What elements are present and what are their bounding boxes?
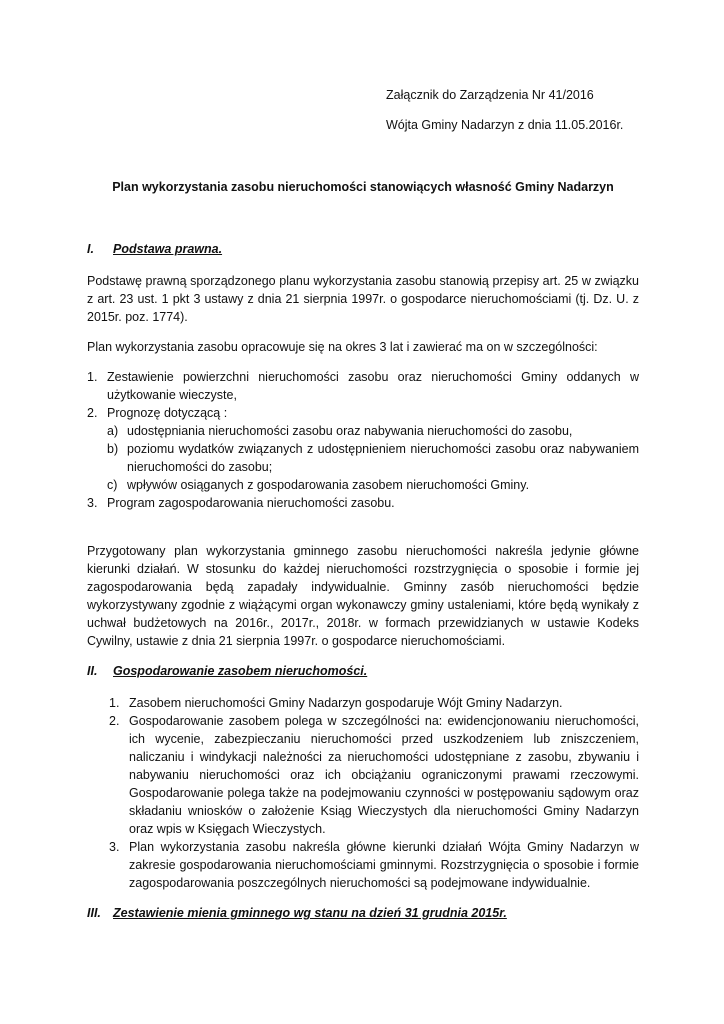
sub-list-text: wpływów osiąganych z gospodarowania zasobem nieruchomości Gminy. — [127, 478, 530, 492]
list-item — [109, 838, 639, 892]
list-marker: 3. — [87, 496, 98, 510]
list-text: Program zagospodarowania nieruchomości zasobu. — [107, 496, 395, 510]
sub-list-marker: b) — [107, 442, 119, 456]
section-1-heading — [87, 240, 639, 258]
section-3-title: Zestawienie mienia gminnego wg stanu na dzień 31 grudnia 2015r. — [113, 906, 507, 920]
list-marker: 2. — [87, 406, 98, 420]
sub-list — [107, 422, 639, 494]
section-2-list — [109, 694, 639, 892]
sub-list-item — [107, 422, 639, 440]
list-text: Zasobem nieruchomości Gminy Nadarzyn gospodaruje Wójt Gminy Nadarzyn. — [129, 696, 563, 710]
list-text: Zestawienie powierzchni nieruchomości zasobu oraz nieruchomości Gminy oddanych w użytkowanie wieczyste, — [107, 370, 639, 402]
section-1-paragraph-1: Podstawę prawną sporządzonego planu wykorzystania zasobu stanowią przepisy art. 25 w związku z art. 23 ust. 1 pkt 3 ustawy z dnia 21 sierpnia 1997r. o gospodarce nieruchomościami (tj. Dz. U. z 2015r. poz. 1774). — [87, 274, 639, 324]
list-item — [109, 694, 639, 712]
list-marker: 1. — [87, 370, 98, 384]
list-item — [87, 404, 639, 422]
list-item — [87, 494, 639, 512]
list-marker: 1. — [109, 696, 120, 710]
list-item — [109, 712, 639, 838]
section-1-list — [87, 368, 639, 512]
section-1-title: Podstawa prawna. — [113, 242, 223, 256]
section-1-number: I. — [87, 242, 94, 256]
sub-list-marker: a) — [107, 424, 119, 438]
section-2-heading — [87, 662, 639, 680]
section-1-paragraph-2: Plan wykorzystania zasobu opracowuje się na okres 3 lat i zawierać ma on w szczególności: — [87, 340, 598, 354]
list-marker: 3. — [109, 840, 120, 854]
sub-list-item — [107, 476, 639, 494]
list-marker: 2. — [109, 714, 120, 728]
list-text: Gospodarowanie zasobem polega w szczególności na: ewidencjonowaniu nieruchomości, ich wycenie, zabezpieczaniu nieruchomości przed uszkodzeniem lub zniszczeniem, naliczaniu i windykacji należności za nieruchomości udostępniane z zasobu, zbywaniu i nabywaniu nieruchomości oraz ich obciążaniu ograniczonymi prawami rzeczowymi. Gospodarowanie polega także na podejmowaniu czynności w postępowaniu sądowym oraz składaniu wniosków o założenie Ksiąg Wieczystych dla nieruchomości Gminy Nadarzyn oraz wpis w Księgach Wieczystych. — [129, 714, 639, 836]
document-title: Plan wykorzystania zasobu nieruchomości stanowiących własność Gminy Nadarzyn — [112, 180, 614, 194]
sub-list-text: udostępniania nieruchomości zasobu oraz nabywania nieruchomości do zasobu, — [127, 424, 573, 438]
section-2-number: II. — [87, 664, 98, 678]
spacer — [87, 512, 639, 542]
sub-list-item — [107, 440, 639, 476]
header-line-2: Wójta Gminy Nadarzyn z dnia 11.05.2016r. — [386, 118, 624, 132]
list-item — [87, 368, 639, 404]
section-3-number: III. — [87, 906, 101, 920]
sub-list-marker: c) — [107, 478, 118, 492]
document-body — [87, 240, 639, 922]
section-3-heading — [87, 904, 639, 922]
section-1-paragraph-3: Przygotowany plan wykorzystania gminnego zasobu nieruchomości nakreśla jedynie główne kierunki działań. W stosunku do każdej nieruchomości rozstrzygnięcia o sposobie i formie jej zagospodarowania będą zapadały indywidualnie. Gminny zasób nieruchomości będzie wykorzystywany zgodnie z wiążącymi organ wykonawczy gminy ustaleniami, które będą wynikały z uchwał budżetowych na 2016r., 2017r., 2018r. w formach przewidzianych w ustawie Kodeks Cywilny, ustawie z dnia 21 sierpnia 1997r. o gospodarce nieruchomościami. — [87, 544, 639, 648]
list-text: Prognozę dotyczącą : — [107, 406, 228, 420]
section-2-title: Gospodarowanie zasobem nieruchomości. — [113, 664, 368, 678]
sub-list-text: poziomu wydatków związanych z udostępnieniem nieruchomości zasobu oraz nabywaniem nieruchomości do zasobu; — [127, 442, 639, 474]
list-text: Plan wykorzystania zasobu nakreśla główne kierunki działań Wójta Gminy Nadarzyn w zakresie gospodarowania nieruchomościami gminnymi. Rozstrzygnięcia o sposobie i formie zagospodarowania poszczególnych nieruchomości są podejmowane indywidualnie. — [129, 840, 639, 890]
header-line-1: Załącznik do Zarządzenia Nr 41/2016 — [386, 88, 594, 102]
